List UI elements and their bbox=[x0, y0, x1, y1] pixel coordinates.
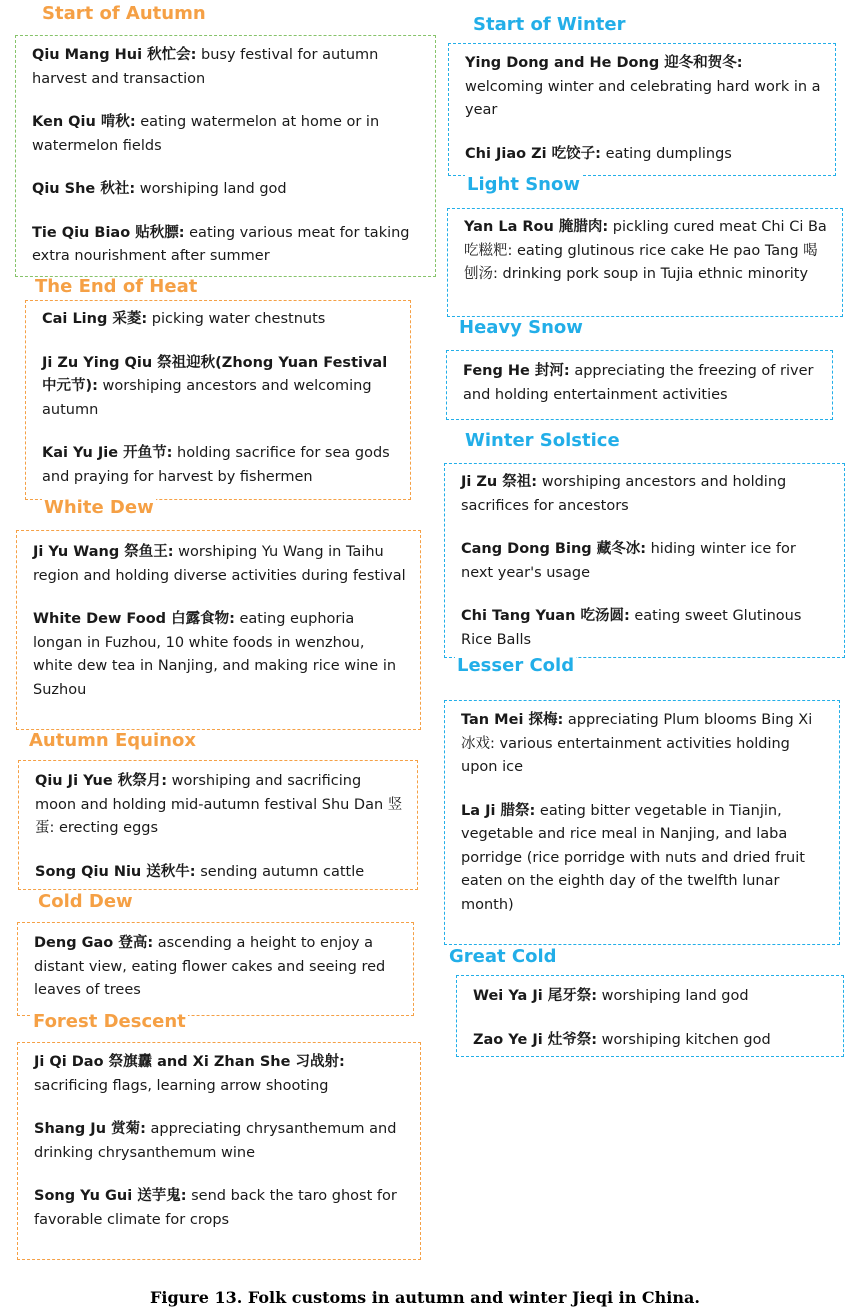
custom-name: Deng Gao 登高: bbox=[34, 935, 154, 951]
box-autumn-equinox bbox=[18, 760, 418, 890]
custom-name: Chi Jiao Zi 吃饺子: bbox=[465, 145, 601, 162]
custom-description: worshiping land god bbox=[135, 181, 287, 197]
custom-name: Ji Zu Ying Qiu 祭祖迎秋(Zhong Yuan Festival 中元节): bbox=[42, 354, 388, 394]
custom-description: picking water chestnuts bbox=[147, 311, 326, 327]
box-forest-descent bbox=[17, 1042, 421, 1260]
custom-description: pickling cured meat Chi Ci Ba 吃糍粑: eating glutinous rice cake He pao Tang 喝刨汤: drinking pork soup in Tujia ethnic minority bbox=[464, 219, 827, 282]
custom-name: Ji Zu 祭祖: bbox=[461, 474, 538, 490]
custom-name: Ji Yu Wang 祭鱼王: bbox=[33, 544, 174, 560]
box-great-cold bbox=[456, 975, 844, 1057]
custom-description: worshiping land god bbox=[597, 988, 749, 1004]
custom-item bbox=[34, 1118, 406, 1165]
custom-description: busy festival for autumn harvest and transaction bbox=[32, 47, 379, 87]
custom-item bbox=[34, 932, 399, 1003]
custom-name: Wei Ya Ji 尾牙祭: bbox=[473, 988, 598, 1004]
custom-item bbox=[465, 52, 821, 123]
custom-name: Tie Qiu Biao 贴秋膘: bbox=[32, 224, 185, 241]
custom-name: Cai Ling 采菱: bbox=[42, 311, 148, 327]
custom-item bbox=[33, 608, 406, 702]
custom-item bbox=[35, 770, 403, 841]
title-start-of-autumn: Start of Autumn bbox=[42, 3, 206, 24]
custom-description: eating various meat for taking extra nourishment after summer bbox=[32, 224, 410, 264]
box-winter-solstice bbox=[444, 463, 845, 658]
title-forest-descent: Forest Descent bbox=[33, 1011, 186, 1032]
custom-name: Chi Tang Yuan 吃汤圆: bbox=[461, 608, 630, 624]
custom-description: eating euphoria longan in Fuzhou, 10 white foods in wenzhou, white dew tea in Nanjing, and making rice wine in Suzhou bbox=[33, 611, 397, 698]
custom-description: appreciating chrysanthemum and drinking chrysanthemum wine bbox=[34, 1121, 397, 1161]
title-heavy-snow: Heavy Snow bbox=[459, 317, 583, 338]
custom-name: Song Qiu Niu 送秋牛: bbox=[35, 863, 196, 880]
custom-name: Zao Ye Ji 灶爷祭: bbox=[473, 1031, 598, 1048]
custom-description: sacrificing flags, learning arrow shooting bbox=[34, 1077, 329, 1094]
custom-name: Feng He 封河: bbox=[463, 363, 570, 379]
custom-item bbox=[42, 308, 396, 332]
custom-name: Ying Dong and He Dong 迎冬和贺冬: bbox=[465, 55, 743, 71]
custom-item bbox=[34, 1051, 406, 1098]
box-start-of-autumn bbox=[15, 35, 436, 277]
custom-description: eating sweet Glutinous Rice Balls bbox=[461, 608, 802, 648]
custom-description: ascending a height to enjoy a distant view, eating flower cakes and seeing red leaves of trees bbox=[34, 935, 386, 998]
custom-description: worshiping ancestors and holding sacrifices for ancestors bbox=[461, 474, 787, 514]
title-white-dew: White Dew bbox=[44, 497, 154, 518]
custom-item bbox=[473, 985, 829, 1009]
custom-description: eating dumplings bbox=[600, 145, 732, 162]
custom-item bbox=[465, 143, 821, 167]
custom-item bbox=[461, 709, 825, 780]
custom-name: Qiu Ji Yue 秋祭月: bbox=[35, 773, 168, 789]
title-light-snow: Light Snow bbox=[467, 174, 580, 195]
custom-name: Tan Mei 探梅: bbox=[461, 712, 564, 728]
custom-name: Song Yu Gui 送芋鬼: bbox=[34, 1188, 187, 1204]
custom-item bbox=[35, 861, 403, 885]
custom-item bbox=[463, 360, 818, 407]
custom-description: worshiping kitchen god bbox=[597, 1031, 771, 1048]
custom-name: Qiu She 秋社: bbox=[32, 181, 136, 197]
custom-item bbox=[461, 538, 830, 585]
custom-name: White Dew Food 白露食物: bbox=[33, 611, 235, 627]
box-white-dew bbox=[16, 530, 421, 730]
custom-item bbox=[32, 44, 421, 91]
box-light-snow bbox=[447, 208, 843, 317]
custom-description: worshiping Yu Wang in Taihu region and holding diverse activities during festival bbox=[33, 544, 406, 584]
custom-name: La Ji 腊祭: bbox=[461, 802, 536, 819]
title-great-cold: Great Cold bbox=[449, 946, 557, 967]
custom-description: worshiping ancestors and welcoming autumn bbox=[42, 378, 372, 418]
custom-item bbox=[461, 800, 825, 918]
custom-item bbox=[42, 352, 396, 423]
title-end-of-heat: The End of Heat bbox=[35, 276, 198, 297]
custom-name: Cang Dong Bing 藏冬冰: bbox=[461, 541, 646, 557]
custom-name: Qiu Mang Hui 秋忙会: bbox=[32, 47, 197, 63]
custom-item bbox=[461, 471, 830, 518]
custom-description: hiding winter ice for next year's usage bbox=[461, 541, 796, 581]
custom-item bbox=[32, 111, 421, 158]
custom-name: Ji Qi Dao 祭旗纛 and Xi Zhan She 习战射: bbox=[34, 1054, 345, 1070]
custom-description: appreciating Plum blooms Bing Xi 冰戏: various entertainment activities holding upon ice bbox=[461, 712, 813, 775]
box-heavy-snow bbox=[446, 350, 833, 420]
custom-name: Ken Qiu 啃秋: bbox=[32, 114, 136, 130]
box-end-of-heat bbox=[25, 300, 411, 500]
custom-item bbox=[42, 442, 396, 489]
custom-description: eating watermelon at home or in watermelon fields bbox=[32, 114, 380, 154]
figure-caption: Figure 13. Folk customs in autumn and winter Jieqi in China. bbox=[150, 1288, 700, 1307]
title-start-of-winter: Start of Winter bbox=[473, 14, 626, 35]
custom-description: holding sacrifice for sea gods and praying for harvest by fishermen bbox=[42, 445, 390, 485]
custom-item bbox=[33, 541, 406, 588]
custom-item bbox=[461, 605, 830, 652]
box-lesser-cold bbox=[444, 700, 840, 945]
custom-description: send back the taro ghost for favorable climate for crops bbox=[34, 1188, 397, 1228]
custom-item bbox=[34, 1185, 406, 1232]
custom-description: welcoming winter and celebrating hard work in a year bbox=[465, 78, 821, 118]
box-cold-dew bbox=[17, 922, 414, 1016]
custom-description: appreciating the freezing of river and holding entertainment activities bbox=[463, 363, 814, 403]
box-start-of-winter bbox=[448, 43, 836, 176]
custom-item bbox=[473, 1029, 829, 1053]
custom-name: Kai Yu Jie 开鱼节: bbox=[42, 445, 173, 461]
custom-description: worshiping and sacrificing moon and holding mid-autumn festival Shu Dan 竖蛋: erecting eggs bbox=[35, 773, 403, 836]
custom-name: Shang Ju 赏菊: bbox=[34, 1121, 146, 1137]
title-winter-solstice: Winter Solstice bbox=[465, 430, 620, 451]
title-autumn-equinox: Autumn Equinox bbox=[29, 730, 196, 751]
custom-name: Yan La Rou 腌腊肉: bbox=[464, 219, 609, 235]
custom-description: sending autumn cattle bbox=[195, 863, 365, 880]
custom-item bbox=[464, 216, 828, 287]
title-lesser-cold: Lesser Cold bbox=[457, 655, 575, 676]
custom-description: eating bitter vegetable in Tianjin, vegetable and rice meal in Nanjing, and laba porridge (rice porridge with nuts and dried fruit eaten on the eighth day of the twelfth lunar month) bbox=[461, 802, 805, 913]
custom-item bbox=[32, 222, 421, 269]
custom-item bbox=[32, 178, 421, 202]
title-cold-dew: Cold Dew bbox=[38, 891, 133, 912]
